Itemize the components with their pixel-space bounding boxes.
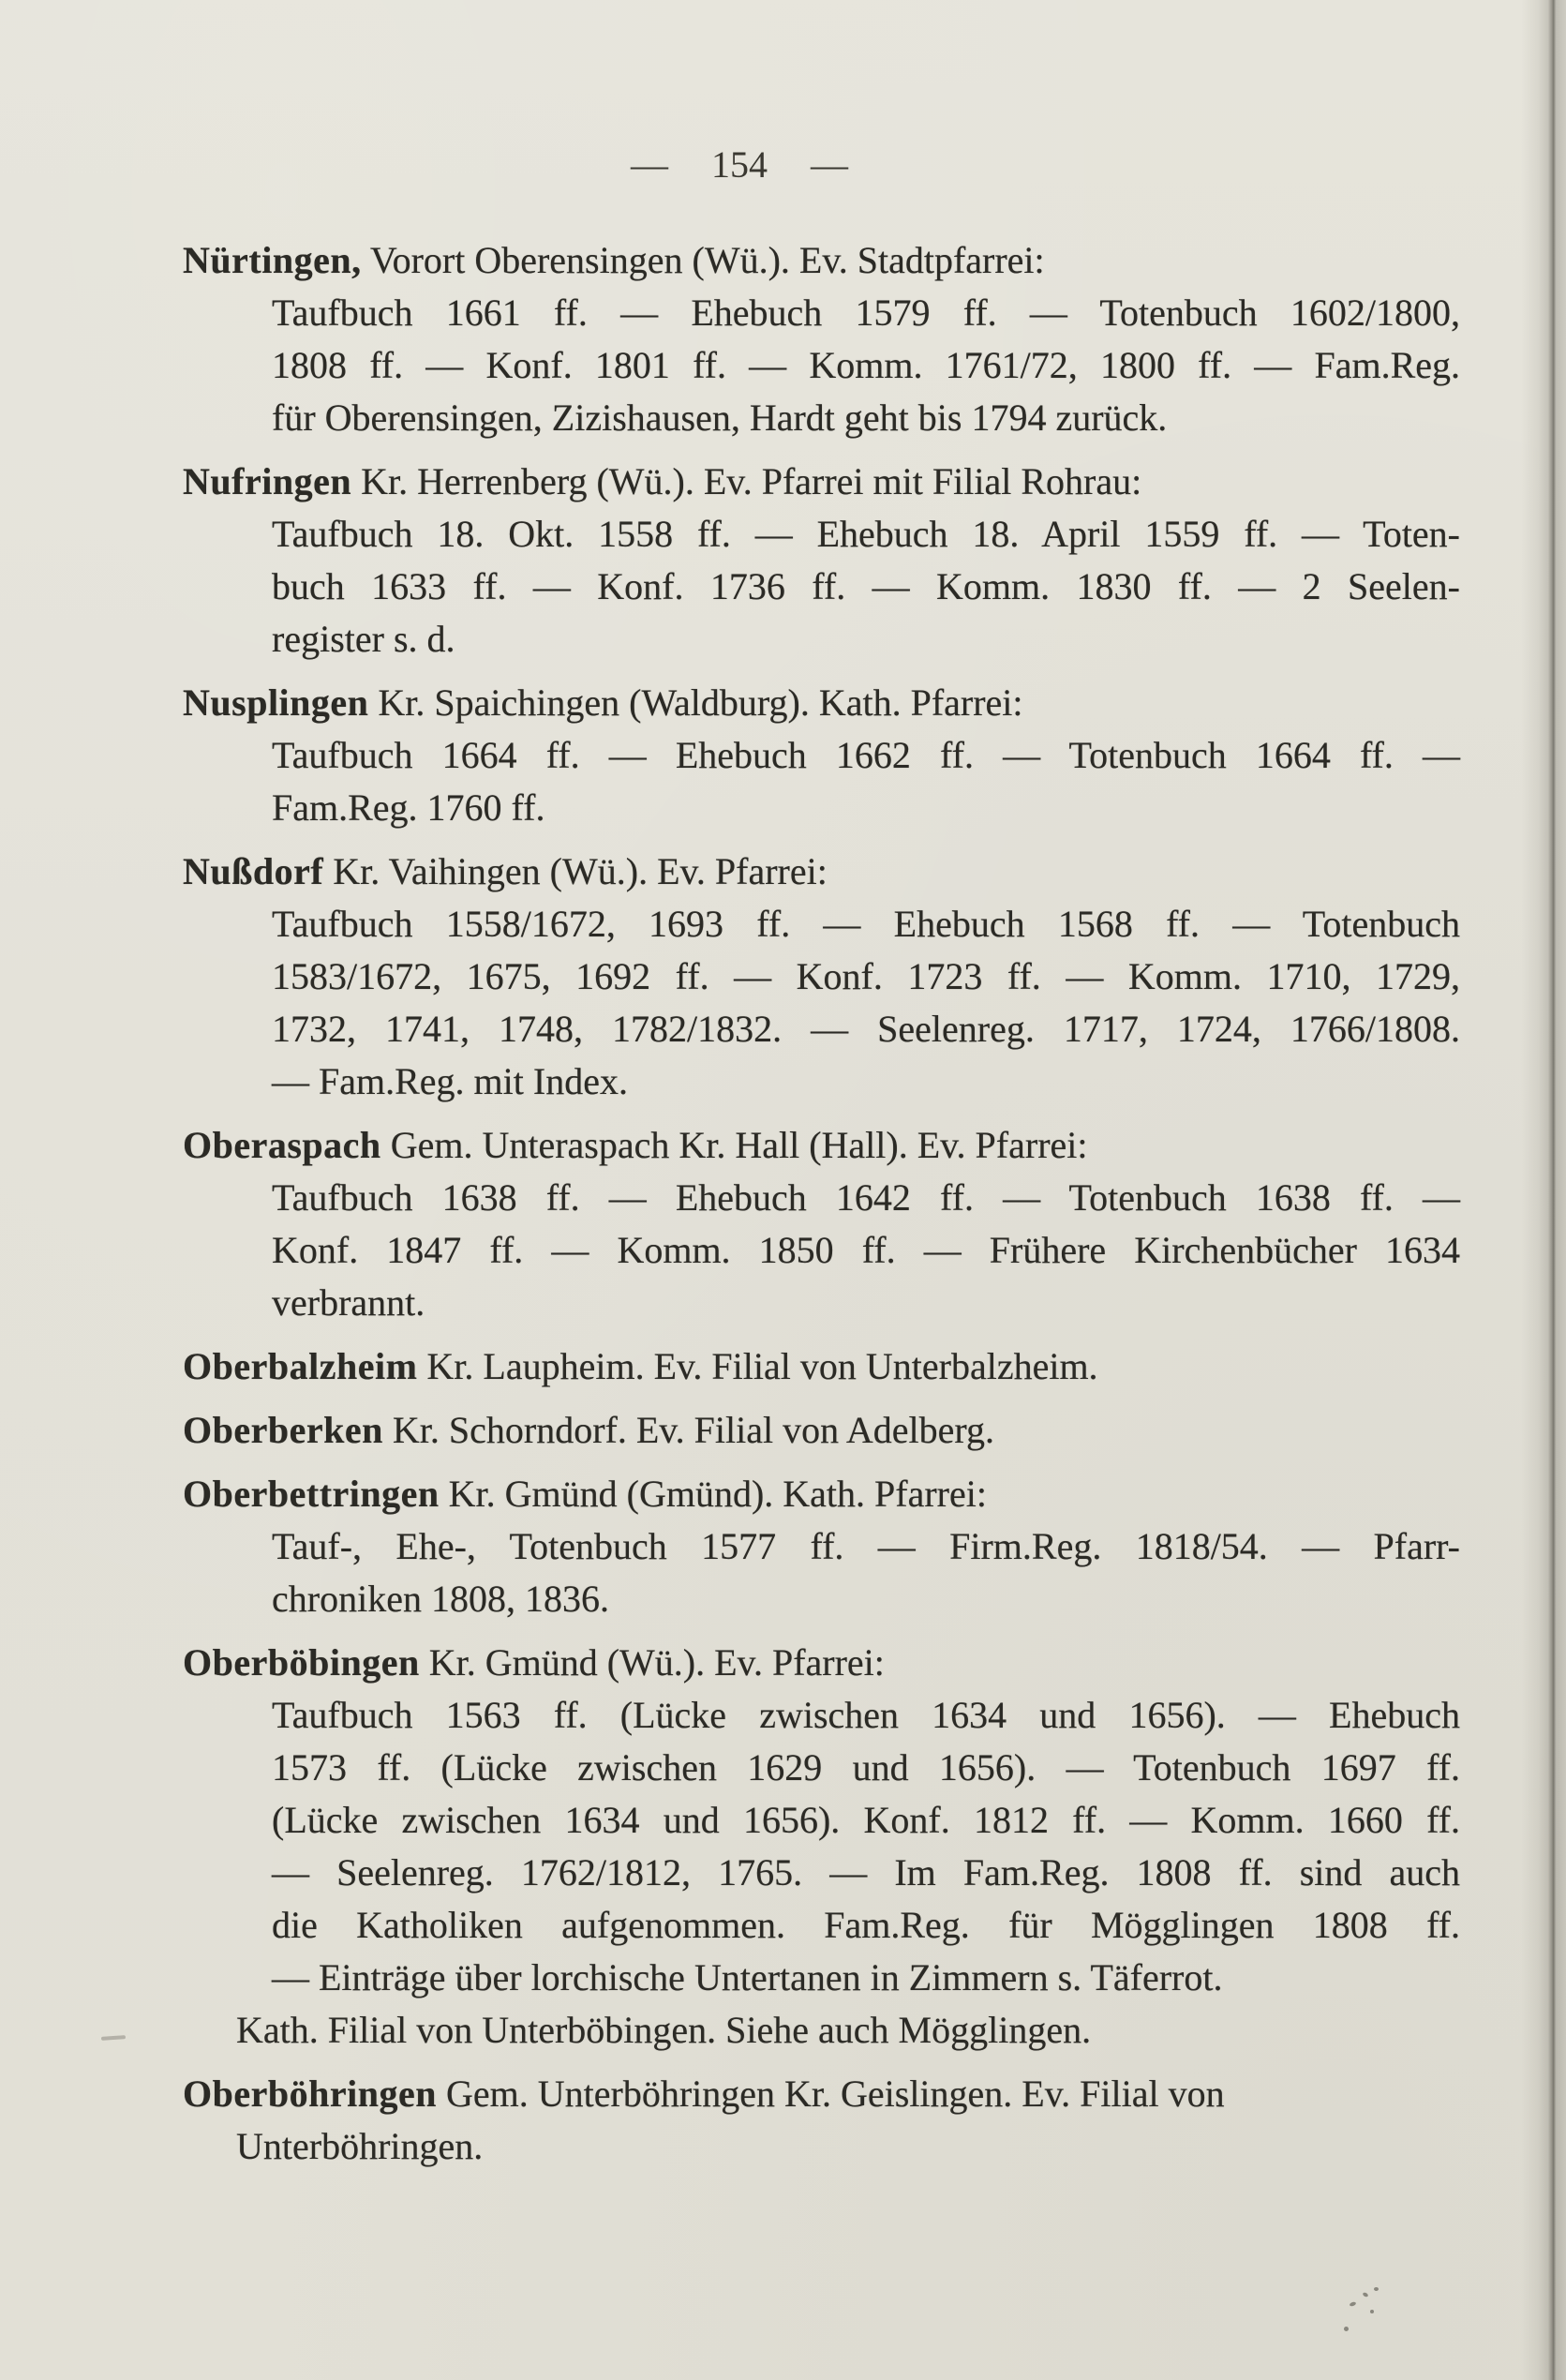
entry-heading	[183, 1404, 1460, 1457]
entry-detail-line: Taufbuch 1638 ff. — Ehebuch 1642 ff. — Totenbuch 1638 ff. —	[272, 1176, 1460, 1219]
entry-place-name: Oberböbingen	[183, 1641, 420, 1684]
entry-heading	[183, 1637, 1460, 1689]
entry-head-rest: Gem. Unteraspach Kr. Hall (Hall). Ev. Pfarrei:	[390, 1124, 1088, 1166]
entry-heading	[183, 846, 1460, 898]
entry-place-name: Oberböhringen	[183, 2073, 437, 2115]
entry-heading	[183, 456, 1460, 508]
entry-lines	[183, 287, 1460, 444]
page-number-row	[183, 139, 1460, 191]
entry-detail-line: Taufbuch 1664 ff. — Ehebuch 1662 ff. — Totenbuch 1664 ff. —	[272, 734, 1460, 776]
entry-detail-line: Tauf-, Ehe-, Totenbuch 1577 ff. — Firm.Reg. 1818/54. — Pfarr-	[272, 1525, 1460, 1567]
entry-head-rest: Kr. Vaihingen (Wü.). Ev. Pfarrei:	[333, 850, 828, 892]
entry-head-rest: Kr. Spaichingen (Waldburg). Kath. Pfarrei:	[378, 681, 1023, 724]
entry-lines	[183, 2120, 1460, 2173]
register-entry	[183, 1468, 1460, 1625]
entry-place-name: Oberaspach	[183, 1124, 381, 1166]
entry-detail-line: — Fam.Reg. mit Index.	[272, 1060, 628, 1102]
entry-lines	[183, 508, 1460, 666]
entry-head-rest: Gem. Unterböhringen Kr. Geislingen. Ev. Filial von	[445, 2073, 1225, 2115]
entry-place-name: Oberbalzheim	[183, 1345, 418, 1387]
entry-detail-line: Unterböhringen.	[236, 2125, 484, 2167]
entry-detail-line: 1573 ff. (Lücke zwischen 1629 und 1656). — Totenbuch 1697 ff.	[272, 1746, 1460, 1789]
entry-head-rest: Kr. Laupheim. Ev. Filial von Unterbalzheim.	[426, 1345, 1098, 1387]
entry-place-name: Nusplingen	[183, 681, 369, 724]
entry-head-rest: Vorort Oberensingen (Wü.). Ev. Stadtpfarrei:	[369, 239, 1045, 281]
entry-head-rest: Kr. Gmünd (Gmünd). Kath. Pfarrei:	[448, 1473, 987, 1515]
register-entry	[183, 1404, 1460, 1457]
entry-place-name: Nürtingen,	[183, 239, 362, 281]
entry-lines	[183, 1520, 1460, 1625]
entry-detail-line: chroniken 1808, 1836.	[272, 1578, 609, 1620]
entry-lines	[183, 898, 1460, 1108]
entry-detail-line: 1583/1672, 1675, 1692 ff. — Konf. 1723 ff. — Komm. 1710, 1729,	[272, 955, 1460, 997]
entry-detail-line: 1808 ff. — Konf. 1801 ff. — Komm. 1761/72, 1800 ff. — Fam.Reg.	[272, 344, 1460, 386]
entry-head-rest: Kr. Herrenberg (Wü.). Ev. Pfarrei mit Filial Rohrau:	[361, 460, 1142, 502]
entry-detail-line: für Oberensingen, Zizishausen, Hardt geht bis 1794 zurück.	[272, 397, 1168, 439]
entry-detail-line: — Seelenreg. 1762/1812, 1765. — Im Fam.Reg. 1808 ff. sind auch	[272, 1851, 1460, 1894]
entry-detail-line: Taufbuch 1661 ff. — Ehebuch 1579 ff. — Totenbuch 1602/1800,	[272, 292, 1460, 334]
entry-detail-line: — Einträge über lorchische Untertanen in Zimmern s. Täferrot.	[272, 1956, 1223, 1998]
entry-lines	[183, 1172, 1460, 1329]
entry-place-name: Nufringen	[183, 460, 352, 502]
page-edge-shadow	[1521, 0, 1566, 2380]
entry-lines	[183, 1689, 1460, 2057]
entry-detail-line: 1732, 1741, 1748, 1782/1832. — Seelenreg. 1717, 1724, 1766/1808.	[272, 1008, 1460, 1050]
register-entry	[183, 2068, 1460, 2173]
entry-heading	[183, 234, 1460, 287]
register-entry	[183, 677, 1460, 834]
entry-place-name: Nußdorf	[183, 850, 324, 892]
entry-place-name: Oberbettringen	[183, 1473, 440, 1515]
page-number-dash-right: —	[811, 143, 848, 186]
text-block	[183, 139, 1460, 2184]
entry-detail-line: Kath. Filial von Unterböbingen. Siehe auch Mögglingen.	[236, 2009, 1092, 2051]
entry-detail-line: register s. d.	[272, 618, 455, 660]
entry-heading	[183, 677, 1460, 729]
ink-speck-dash	[101, 2035, 126, 2041]
entry-place-name: Oberberken	[183, 1409, 383, 1451]
entry-heading	[183, 1468, 1460, 1520]
entry-detail-line: Konf. 1847 ff. — Komm. 1850 ff. — Frühere Kirchenbücher 1634	[272, 1229, 1460, 1271]
entry-detail-line: buch 1633 ff. — Konf. 1736 ff. — Komm. 1830 ff. — 2 Seelen-	[272, 565, 1460, 607]
entry-heading	[183, 1119, 1460, 1172]
entry-detail-line: verbrannt.	[272, 1281, 425, 1324]
page-number: 154	[711, 143, 768, 186]
entry-head-rest: Kr. Gmünd (Wü.). Ev. Pfarrei:	[428, 1641, 885, 1684]
entry-detail-line: Taufbuch 18. Okt. 1558 ff. — Ehebuch 18. April 1559 ff. — Toten-	[272, 513, 1460, 555]
entry-detail-line: (Lücke zwischen 1634 und 1656). Konf. 1812 ff. — Komm. 1660 ff.	[272, 1799, 1460, 1841]
register-entry	[183, 234, 1460, 444]
entry-heading	[183, 1340, 1460, 1393]
entry-detail-line: Taufbuch 1563 ff. (Lücke zwischen 1634 und 1656). — Ehebuch	[272, 1694, 1460, 1736]
register-entry	[183, 1637, 1460, 2057]
entry-lines	[183, 729, 1460, 834]
register-entry	[183, 1119, 1460, 1329]
ink-speckles	[1342, 2285, 1398, 2342]
entry-detail-line: Taufbuch 1558/1672, 1693 ff. — Ehebuch 1568 ff. — Totenbuch	[272, 903, 1460, 945]
register-entry	[183, 846, 1460, 1108]
entry-heading	[183, 2068, 1460, 2120]
entry-detail-line: Fam.Reg. 1760 ff.	[272, 786, 545, 829]
entry-detail-line: die Katholiken aufgenommen. Fam.Reg. für Mögglingen 1808 ff.	[272, 1904, 1460, 1946]
page-number-dash-left: —	[631, 143, 668, 186]
register-entry	[183, 1340, 1460, 1393]
register-entry	[183, 456, 1460, 666]
entry-list	[183, 234, 1460, 2173]
entry-head-rest: Kr. Schorndorf. Ev. Filial von Adelberg.	[392, 1409, 995, 1451]
